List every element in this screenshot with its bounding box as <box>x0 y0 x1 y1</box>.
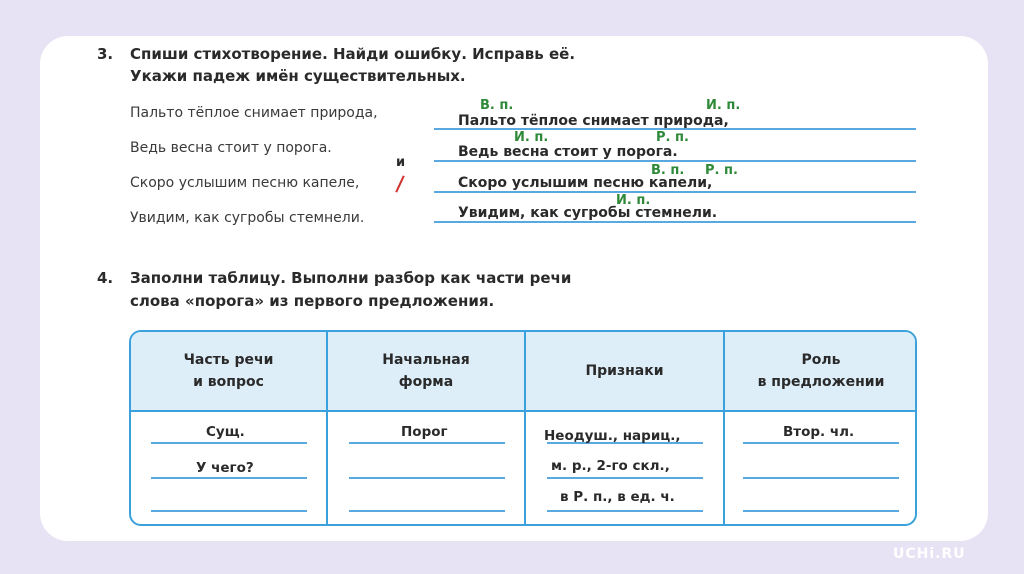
correction-letter: и <box>396 155 406 170</box>
cell-role: Втор. чл. <box>783 424 855 440</box>
answer-line <box>743 510 899 512</box>
poem-line-4: Увидим, как сугробы стемнели. <box>130 210 365 226</box>
answer-line <box>434 221 916 223</box>
answer-line <box>743 477 899 479</box>
header-initial-form: Начальная форма <box>382 352 470 390</box>
case-label: В. п. <box>651 163 685 178</box>
answer-line <box>349 477 505 479</box>
cell-part-of-speech: Сущ. <box>206 424 245 440</box>
answer-line <box>151 477 307 479</box>
cell-feature-2: м. р., 2-го скл., <box>551 458 670 474</box>
answer-line <box>349 442 505 444</box>
answer-line <box>151 510 307 512</box>
task3-instruction-line2: Укажи падеж имён существительных. <box>130 67 466 85</box>
answer-line-1: Пальто тёплое снимает природа, <box>458 113 729 129</box>
task3-number: 3. <box>97 45 114 63</box>
poem-line-1: Пальто тёплое снимает природа, <box>130 105 378 121</box>
task3-instruction-line1: Спиши стихотворение. Найди ошибку. Исправь её. <box>130 45 576 63</box>
poem-line-2: Ведь весна стоит у порога. <box>130 140 332 156</box>
answer-line-4: Увидим, как сугробы стемнели. <box>458 205 718 221</box>
case-label: И. п. <box>706 98 741 113</box>
answer-line <box>547 510 703 512</box>
poem-line-3: Скоро услышим песню капеле, <box>130 175 360 191</box>
header-role: Роль в предложении <box>757 352 885 390</box>
header-features: Признаки <box>585 363 664 379</box>
case-label: В. п. <box>480 98 514 113</box>
watermark-logo: UCHi.RU <box>893 546 966 562</box>
header-part-of-speech: Часть речи и вопрос <box>183 352 274 390</box>
cell-initial-form: Порог <box>401 424 448 440</box>
cell-question: У чего? <box>196 460 254 476</box>
answer-line <box>547 477 703 479</box>
parsing-table <box>129 330 917 526</box>
task4-instruction-line2: слова «порога» из первого предложения. <box>130 292 495 310</box>
case-label: Р. п. <box>705 163 738 178</box>
answer-line <box>434 160 916 162</box>
case-label: Р. п. <box>656 130 689 145</box>
answer-line <box>151 442 307 444</box>
cell-feature-3: в Р. п., в ед. ч. <box>560 489 675 505</box>
answer-line-2: Ведь весна стоит у порога. <box>458 144 678 160</box>
answer-line <box>434 191 916 193</box>
answer-line-3: Скоро услышим песню капели, <box>458 175 713 191</box>
task4-number: 4. <box>97 269 114 287</box>
answer-line <box>743 442 899 444</box>
task4-instruction-line1: Заполни таблицу. Выполни разбор как части речи <box>130 269 572 287</box>
answer-line <box>349 510 505 512</box>
case-label: И. п. <box>514 130 549 145</box>
cell-feature-1: Неодуш., нариц., <box>544 428 681 444</box>
case-label: И. п. <box>616 193 651 208</box>
